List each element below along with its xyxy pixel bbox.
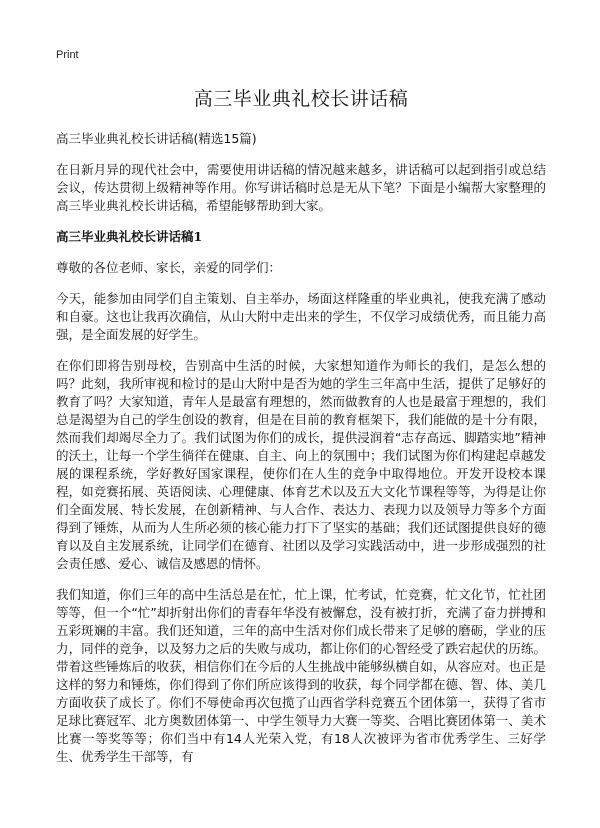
intro-paragraph: 在日新月异的现代社会中，需要使用讲话稿的情况越来越多，讲话稿可以起到指引或总结会议，传达贯彻上级精神等作用。你写讲话稿时总是无从下笔？下面是小编帮大家整理的高三毕业典礼校长讲话稿，希望能够帮助到大家。 [56, 162, 546, 213]
body-paragraph-2: 在你们即将告别母校，告别高中生活的时候，大家想知道作为师长的我们，是怎么想的吗？此刻，我所审视和检讨的是山大附中是否为她的学生三年高中生活，提供了足够好的教育了吗？大家知道，青年人是最富有理想的，然而做教育的人也是最富于理想的，我们总是渴望为自己的学生创设的教育，但是在目前的教育框架下，我们能做的是十分有限，然而我们却竭尽全力了。我们试图为你们的成长，提供浸润着“志存高远、脚踏实地”精神的沃土，让每一个学生徜徉在健康、自主、向上的氛围中；我们试图为你们构建起卓越发展的课程系统，学好教好国家课程，使你们在人生的竞争中取得地位。开发开设校本课程，如竞赛拓展、英语阅读、心理健康、体育艺术以及五大文化节课程等等，为得是让你们全面发展、特长发展，在创新精神、与人合作、表达力、表现力以及领导力等多个方面得到了锤炼，从而为人生所必须的核心能力打下了坚实的基础；我们还试图提供良好的德育以及自主发展系统，让同学们在德育、社团以及学习实践活动中，进一步形成强烈的社会责任感、爱心、诚信及感恩的情怀。 [56, 358, 546, 571]
print-label: Print [56, 49, 79, 61]
document-subtitle: 高三毕业典礼校长讲话稿(精选15篇) [56, 131, 257, 146]
body-paragraph-1: 今天，能参加由同学们自主策划、自主举办，场面这样隆重的毕业典礼，使我充满了感动和自豪。这也让我再次确信，从山大附中走出来的学生，不仅学习成绩优秀，而且能力高强，是全面发展的好学生。 [56, 291, 546, 342]
section-heading: 高三毕业典礼校长讲话稿1 [56, 229, 203, 244]
document-title: 高三毕业典礼校长讲话稿 [193, 88, 409, 110]
body-paragraph-3: 我们知道，你们三年的高中生活总是在忙，忙上课，忙考试，忙竞赛，忙文化节，忙社团等等，但一个“忙”却折射出你们的青春年华没有被懈怠，没有被打折，充满了奋力拼搏和五彩斑斓的丰富。我们还知道，三年的高中生活对你们成长带来了足够的磨砺，学业的压力，同伴的竞争，以及努力之后的失败与成功，都让你们的心智经受了跌宕起伏的历练。带着这些锤炼后的收获，相信你们在今后的人生挑战中能够纵横自如，从容应对。也正是这样的努力和锤炼，你们得到了你们所应该得到的收获，每个同学都在德、智、体、美几方面收获了成长了。你们不辱使命再次包揽了山西省学科竞赛五个团体第一，获得了省市足球比赛冠军、北方奥数团体第一、中学生领导力大赛一等奖、合唱比赛团体第一、美术比赛一等奖等等；你们当中有14人光荣入党，有18人次被评为省市优秀学生、三好学生、优秀学生干部等，有 [56, 587, 546, 764]
salutation-paragraph: 尊敬的各位老师、家长，亲爱的同学们： [56, 260, 282, 275]
